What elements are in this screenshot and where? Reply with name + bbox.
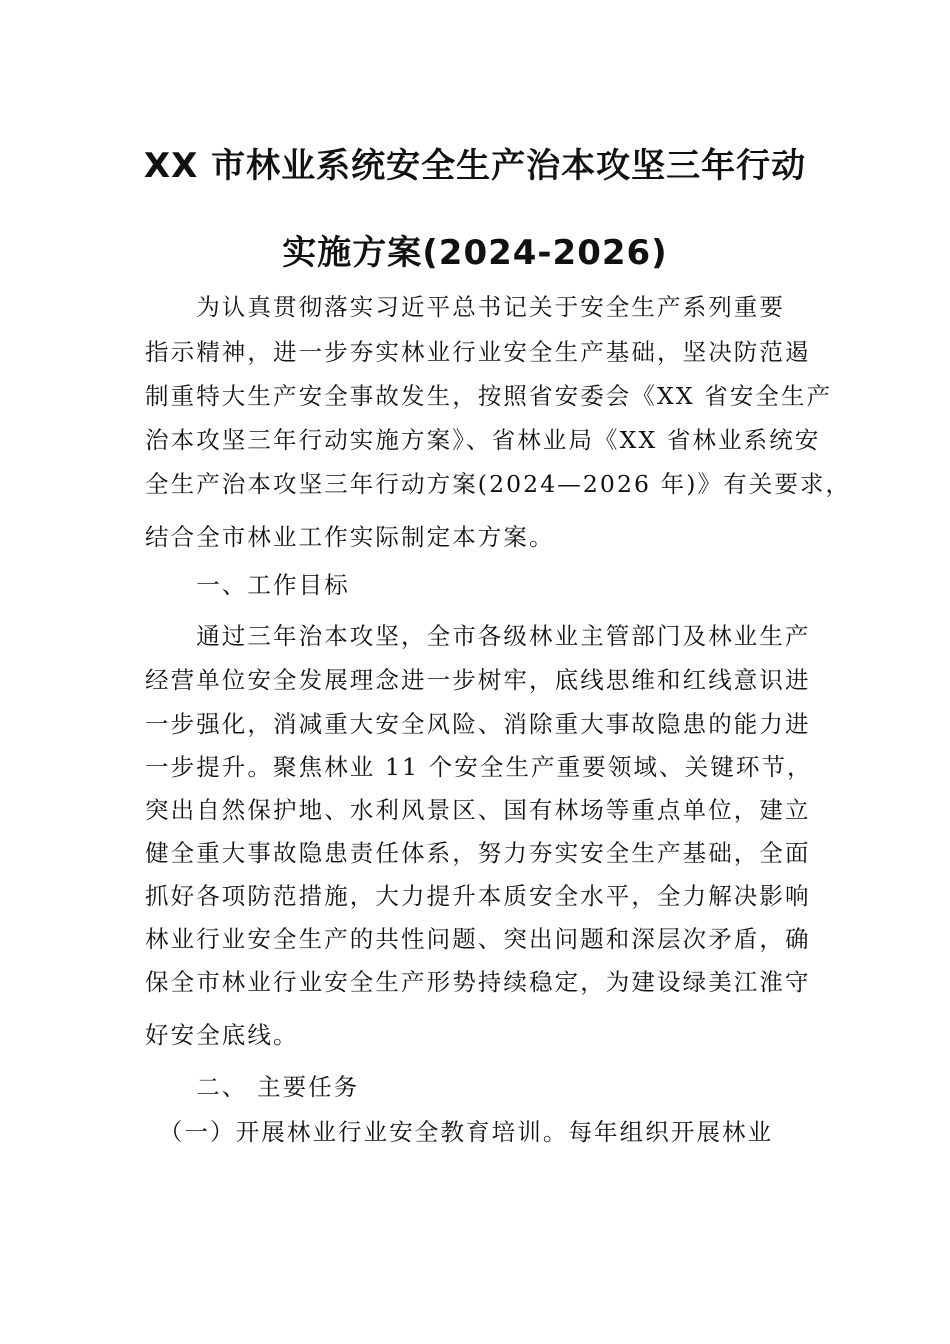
body-line-15: 林业行业安全生产的共性问题、突出问题和深层次矛盾，确 xyxy=(145,925,811,953)
body-line-10: 一步强化，消减重大安全风险、消除重大事故隐患的能力进 xyxy=(145,710,811,738)
section-heading-1: 一、工作目标 xyxy=(145,571,350,599)
body-line-12: 突出自然保护地、水利风景区、国有林场等重点单位，建立 xyxy=(145,796,811,824)
body-line-9: 经营单位安全发展理念进一步树牢，底线思维和红线意识进 xyxy=(145,666,811,694)
section-heading-2: 二、 主要任务 xyxy=(145,1073,360,1101)
document-title-line-1: XX 市林业系统安全生产治本攻坚三年行动 xyxy=(143,146,807,186)
body-line-8: 通过三年治本攻坚，全市各级林业主管部门及林业生产 xyxy=(145,622,811,650)
body-line-6: 结合全市林业工作实际制定本方案。 xyxy=(145,523,555,551)
body-line-14: 抓好各项防范措施，大力提升本质安全水平，全力解决影响 xyxy=(145,882,811,910)
body-line-1: 为认真贯彻落实习近平总书记关于安全生产系列重要 xyxy=(145,293,785,321)
body-line-17: 好安全底线。 xyxy=(145,1021,299,1049)
body-line-11: 一步提升。聚焦林业 11 个安全生产重要领域、关键环节， xyxy=(145,753,813,781)
body-line-3: 制重特大生产安全事故发生，按照省安委会《XX 省安全生产 xyxy=(145,382,833,410)
body-line-13: 健全重大事故隐患责任体系，努力夯实安全生产基础，全面 xyxy=(145,839,811,867)
body-line-2: 指示精神，进一步夯实林业行业安全生产基础，坚决防范遏 xyxy=(145,338,811,366)
body-line-16: 保全市林业行业安全生产形势持续稳定，为建设绿美江淮守 xyxy=(145,968,811,996)
subsection-heading-1: （一）开展林业行业安全教育培训。每年组织开展林业 xyxy=(145,1118,774,1146)
body-line-5: 全生产治本攻坚三年行动方案(2024—2026 年)》有关要求， xyxy=(145,470,852,498)
body-line-4: 治本攻坚三年行动实施方案》、省林业局《XX 省林业系统安 xyxy=(145,426,821,454)
document-title-line-2: 实施方案(2024-2026) xyxy=(282,233,668,273)
